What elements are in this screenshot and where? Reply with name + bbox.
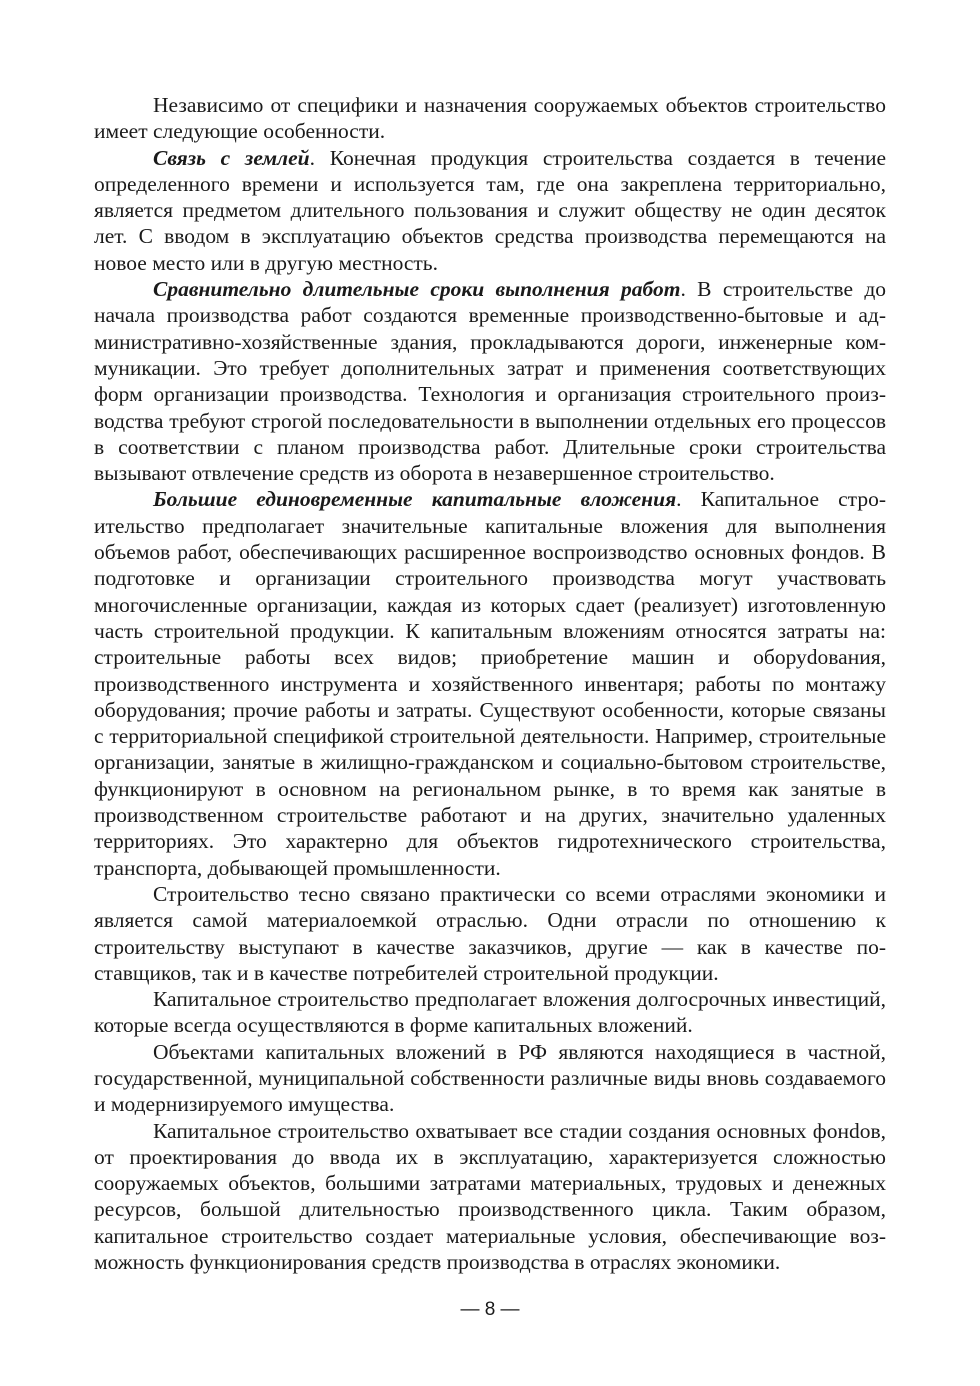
- paragraph-long-term-investments: [94, 986, 886, 1039]
- paragraph-text: . Конечная продукция строительства создается в течение определенного времени и используется там, где она закреплена территориально, является предметом длительного пользования и служит обществу не один десяток лет. С вводом в эксплуатацию объектов средства производства перемещаются на новое место или в другую местность.: [94, 145, 886, 275]
- paragraph-text: Капитальное строительство охватывает все стадии создания основных фонdов, от проектирования до ввода их в эксплуатацию, характеризуется сложностью сооружаемых объектов, большими затратами материальных, трудовых и денежных ресурсов, большой длительностью производственного цикла. Таким образом, капитальное строительство создает материальные условия, обеспечивающие возможность функционирования средств производства в отраслях экономики.: [94, 1118, 886, 1275]
- paragraph-text: . В строительстве до начала производства работ создаются временные производственно-бытовые и административно-хозяйственные здания, прокладываются дороги, инженерные коммуникации. Это требует дополнительных затрат и применения соответствующих форм организации производства. Технология и организация строительного производства требуют строгой последовательности в выполнении отдельных его процессов в соответствии с планом производства работ. Длительные сроки строительства вызывают отвлечение средств из оборота в незавершенное строительство.: [94, 277, 887, 486]
- paragraph-text: Строительство тесно связано практически со всеми отраслями экономики и является самой материалоемкой отраслью. Одни отрасли по отношению к строительству выступают в качестве заказчиков, другие — как в качестве поставщиков, так и в качестве потребителей строительной продукции.: [94, 881, 886, 985]
- paragraph-investment-objects: [94, 1039, 886, 1118]
- paragraph-large-capital-investments: [94, 486, 886, 880]
- paragraph-long-work-terms: [94, 276, 886, 486]
- paragraph-lead: Сравнительно длительные сроки выполнения работ: [153, 277, 681, 302]
- paragraph-text: Объектами капитальных вложений в РФ являются находящиеся в частной, государственной, муниципальной собственности различные виды вновь создаваемого и модернизируемого имущества.: [94, 1039, 886, 1117]
- paragraph-lead: Большие единовременные капитальные вложения: [153, 487, 677, 512]
- paragraph-industry-links: [94, 881, 886, 986]
- paragraph-intro: [94, 92, 886, 145]
- paragraph-connection-to-land: [94, 145, 886, 276]
- paragraph-capital-construction-stages: [94, 1118, 886, 1276]
- paragraph-text: Капитальное строительство предполагает вложения долгосрочных инвестиций, которые всегда осуществляются в форме капитальных вложений.: [94, 987, 886, 1038]
- page-number: — 8 —: [460, 1299, 520, 1320]
- paragraph-text: Независимо от специфики и назначения сооружаемых объектов строительство имеет следующие особенности.: [94, 93, 886, 144]
- paragraph-lead: Связь с землей: [153, 145, 310, 170]
- page-body: [94, 92, 886, 1275]
- paragraph-text: . Капитальное строительство предполагает значительные капитальные вложения для выполнения объемов работ, обеспечивающих расширенное воспроизводство основных фондов. В подготовке и организации строительного производства могут участвовать многочисленные организации, каждая из которых сдает (реализует) изготовленную часть строительной продукции. К капитальным вложениям относятся затраты на: строительные работы всех видов; приобретение машин и оборуdования, производственного инструмента и хозяйственного инвентаря; работы по монтажу оборудования; прочие работы и затраты. Существуют особенности, которые связаны с территориальной спецификой строительной деятельности. Например, строительные организации, занятые в жилищно-гражданском и социально-бытовом строительстве, функционируют в основном на региональном рынке, в то время как занятые в производственном строительстве работают и на других, значительно удаленных территориях. Это характерно для объектов гидротехнического строительства, транспорта, добывающей промышленности.: [94, 487, 886, 880]
